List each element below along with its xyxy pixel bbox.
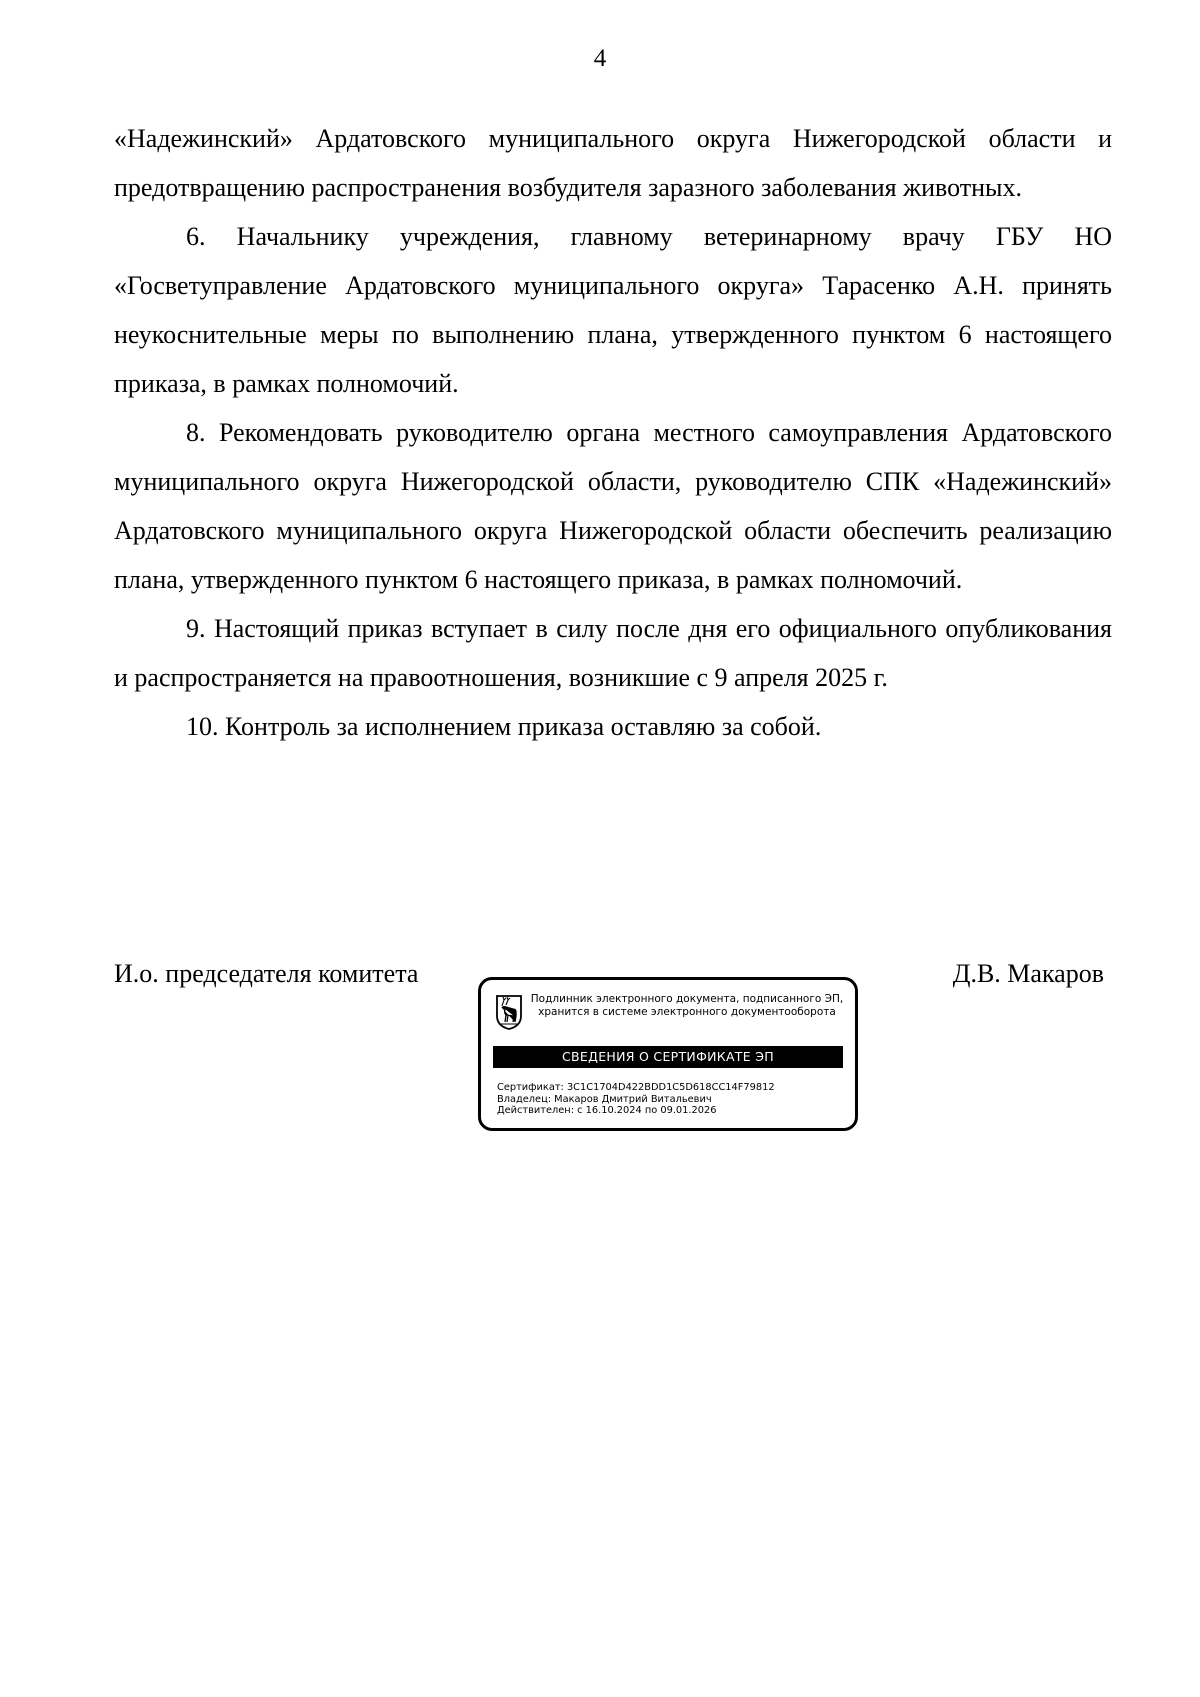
stamp-notice	[529, 993, 845, 1019]
document-body	[114, 114, 1112, 751]
paragraph-item-6: 6. Начальнику учреждения, главному ветеринарному врачу ГБУ НО «Госветуправление Ардатовского муниципального округа» Тарасенко А.Н. принять неукоснительные меры по выполнению плана, утвержденного пунктом 6 настоящего приказа, в рамках полномочий.	[114, 222, 1112, 398]
certificate-number: Сертификат: 3C1C1704D422BDD1C5D618CC14F79812	[497, 1082, 775, 1093]
page-number: 4	[593, 45, 607, 72]
nizhny-novgorod-deer-emblem-icon	[495, 994, 523, 1030]
paragraph-item-9: 9. Настоящий приказ вступает в силу после дня его официального опубликования и распространяется на правоотношения, возникшие с 9 апреля 2025 г.	[114, 614, 1112, 692]
stamp-notice-line: Подлинник электронного документа, подписанного ЭП,	[530, 993, 844, 1005]
paragraph-item-8: 8. Рекомендовать руководителю органа местного самоуправления Ардатовского муниципального округа Нижегородской области, руководителю СПК «Надежинский» Ардатовского муниципального округа Нижегородской области обеспечить реализацию плана, утвержденного пунктом 6 настоящего приказа, в рамках полномочий.	[114, 418, 1112, 594]
signer-position: И.о. председателя комитета	[114, 959, 419, 988]
certificate-owner: Владелец: Макаров Дмитрий Витальевич	[497, 1093, 712, 1105]
stamp-notice-line: хранится в системе электронного документооборота	[538, 1006, 836, 1018]
certificate-validity: Действителен: с 16.10.2024 по 09.01.2026	[497, 1105, 717, 1116]
signer-name: Д.В. Макаров	[952, 959, 1104, 988]
electronic-signature-stamp	[478, 977, 858, 1131]
stamp-header: СВЕДЕНИЯ О СЕРТИФИКАТЕ ЭП	[493, 1046, 843, 1068]
certificate-details	[497, 1082, 847, 1117]
paragraph-item-10: 10. Контроль за исполнением приказа оставляю за собой.	[186, 712, 822, 741]
paragraph-continuation: «Надежинский» Ардатовского муниципального округа Нижегородской области и предотвращению распространения возбудителя заразного заболевания животных.	[114, 124, 1112, 202]
